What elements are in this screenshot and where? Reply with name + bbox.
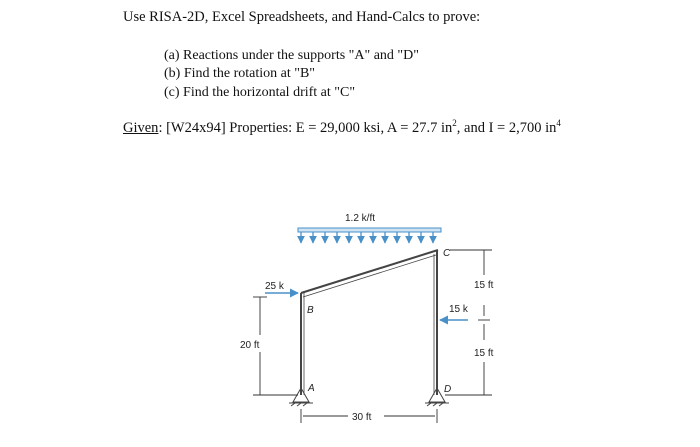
dimension-right [445,250,492,395]
node-a-label: A [308,383,315,394]
node-b-label: B [307,305,314,316]
given-mid: , and I = 2,700 in [456,120,557,136]
task-c: (c) Find the horizontal drift at "C" [164,85,356,100]
node-c-label: C [443,248,451,259]
inertia-exponent: 4 [556,118,561,128]
task-a: (a) Reactions under the supports "A" and "D" [164,48,419,63]
area-exponent: 2 [452,118,457,128]
frame-members [301,250,438,395]
point-load-right-label: 15 k [449,304,468,315]
distributed-load [298,228,441,243]
task-b: (b) Find the rotation at "B" [164,66,316,81]
point-load-left-label: 25 k [265,281,284,292]
node-d-label: D [444,384,452,395]
dimension-right-lower-label: 15 ft [474,348,494,359]
dimension-span-label: 30 ft [352,412,372,423]
distributed-load-label: 1.2 k/ft [345,213,376,224]
dimension-right-upper-label: 15 ft [474,280,494,291]
problem-intro: Use RISA-2D, Excel Spreadsheets, and Hand-Calcs to prove: [123,9,481,25]
given-text: : [W24x94] Properties: E = 29,000 ksi, A = 27.7 in [158,120,453,136]
given-label: Given [123,120,159,136]
dimension-left-height-label: 20 ft [240,340,260,351]
dimension-left-height [253,297,298,395]
